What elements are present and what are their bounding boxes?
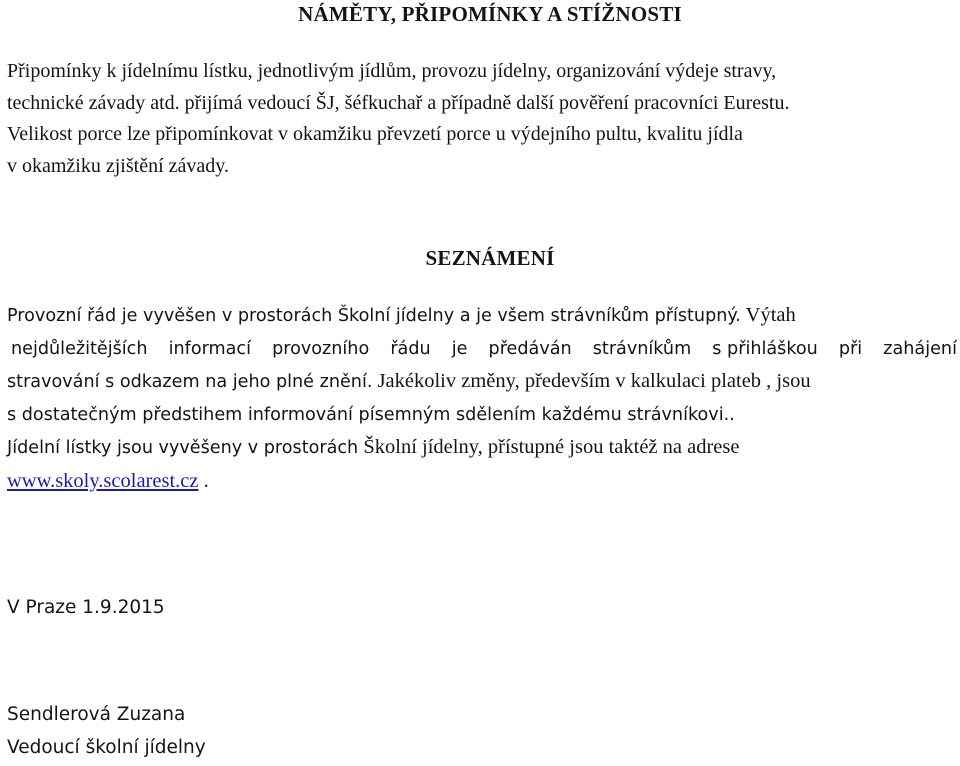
text-line: technické závady atd. přijímá vedoucí ŠJ, šéfkuchař a případně další pověření pracovníci Eurestu. xyxy=(7,91,790,114)
word: strávníkům xyxy=(592,338,692,359)
date-line: V Praze 1.9.2015 xyxy=(7,597,165,618)
word: řádu xyxy=(390,338,431,359)
word: provozního xyxy=(272,338,370,359)
website-link[interactable]: www.skoly.scolarest.cz xyxy=(7,469,199,492)
paragraph-complaints xyxy=(7,56,957,182)
word: je xyxy=(451,338,468,359)
text-line xyxy=(7,299,957,333)
text-line: s dostatečným předstihem informování písemným sdělením každému strávníkovi.. xyxy=(7,404,735,425)
word: zahájení xyxy=(883,338,957,359)
word: nejdůležitějších xyxy=(11,338,148,359)
heading-suggestions-complaints: NÁMĚTY, PŘIPOMÍNKY A STÍŽNOSTI xyxy=(298,2,682,26)
text-run: Jídelní lístky jsou vyvěšeny v prostorách xyxy=(7,438,359,458)
word: při xyxy=(838,338,863,359)
signature-title: Vedoucí školní jídelny xyxy=(7,737,206,758)
text-run: Provozní řád je vyvěšen v prostorách Školní jídelny a je všem strávníkům přístupný. xyxy=(7,306,741,326)
text-run: Jakékoliv změny, především v kalkulaci plateb , jsou xyxy=(372,370,811,392)
text-run: . xyxy=(198,469,209,492)
word: s přihláškou xyxy=(712,338,818,359)
paragraph-notice xyxy=(7,299,957,497)
signature-name: Sendlerová Zuzana xyxy=(7,704,186,725)
text-line xyxy=(7,431,957,465)
text-run: Výtah xyxy=(740,304,796,326)
text-line: Velikost porce lze připomínkovat v okamžiku převzetí porce u výdejního pultu, kvalitu jídla xyxy=(7,123,743,145)
word: informací xyxy=(168,338,251,359)
text-line xyxy=(7,365,957,399)
justified-line xyxy=(7,333,957,366)
word: předáván xyxy=(488,338,572,359)
text-run: Školní jídelny, přístupné jsou taktéž na adrese xyxy=(358,436,740,458)
text-line: v okamžiku zjištění závady. xyxy=(7,154,229,177)
text-line: Připomínky k jídelnímu lístku, jednotlivým jídlům, provozu jídelny, organizování výdeje stravy, xyxy=(7,60,777,82)
heading-notice: SEZNÁMENÍ xyxy=(425,246,555,270)
text-run: stravování s odkazem na jeho plné znění. xyxy=(7,372,373,392)
text-line xyxy=(7,465,957,498)
